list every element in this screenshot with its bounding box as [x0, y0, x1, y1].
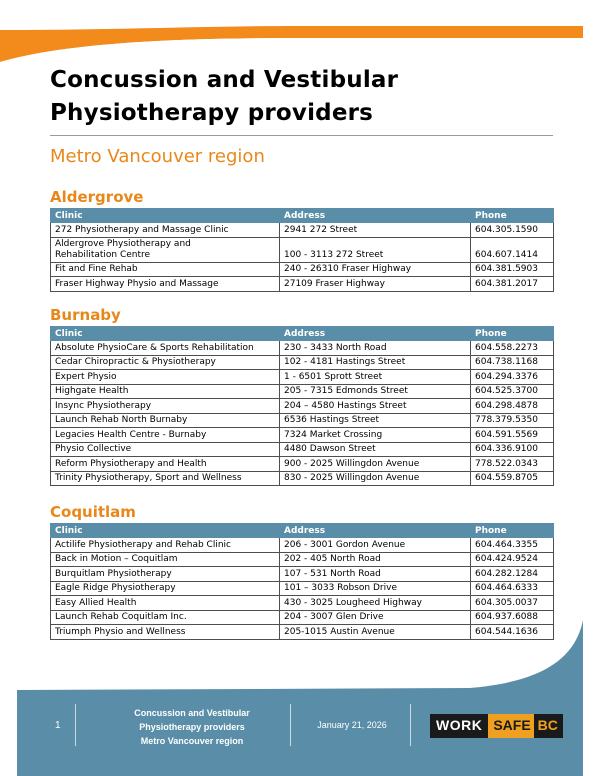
column-header-clinic: Clinic [51, 327, 280, 341]
cell-address: 430 - 3025 Lougheed Highway [280, 596, 471, 611]
table-row [51, 428, 554, 443]
table-row [51, 384, 554, 399]
table-row [51, 596, 554, 611]
cell-address: 27109 Fraser Highway [280, 277, 471, 292]
cell-clinic: Physio Collective [51, 442, 280, 457]
section-heading: Burnaby [50, 306, 121, 324]
cell-clinic: Fraser Highway Physio and Massage [51, 277, 280, 292]
cell-clinic: Insync Physiotherapy [51, 399, 280, 414]
cell-phone: 604.558.2273 [471, 341, 554, 356]
providers-table [50, 208, 554, 292]
table-row [51, 237, 554, 262]
section-heading: Coquitlam [50, 503, 136, 521]
table-row [51, 399, 554, 414]
cell-clinic: Eagle Ridge Physiotherapy [51, 581, 280, 596]
cell-clinic: Back in Motion – Coquitlam [51, 552, 280, 567]
column-header-phone: Phone [471, 524, 554, 538]
cell-phone: 604.424.9524 [471, 552, 554, 567]
table-header-row [51, 524, 554, 538]
column-header-clinic: Clinic [51, 209, 280, 223]
cell-address: 230 - 3433 North Road [280, 341, 471, 356]
cell-address: 900 - 2025 Willingdon Avenue [280, 457, 471, 472]
title-divider [50, 135, 553, 136]
cell-clinic: Absolute PhysioCare & Sports Rehabilitation [51, 341, 280, 356]
cell-address: 204 - 3007 Glen Drive [280, 610, 471, 625]
table-row [51, 341, 554, 356]
section-aldergrove [50, 186, 553, 292]
cell-address: 205 - 7315 Edmonds Street [280, 384, 471, 399]
section-burnaby [50, 304, 553, 486]
cell-address: 4480 Dawson Street [280, 442, 471, 457]
table-row [51, 370, 554, 385]
column-header-address: Address [280, 327, 471, 341]
cell-clinic: Easy Allied Health [51, 596, 280, 611]
cell-clinic: Burquitlam Physiotherapy [51, 567, 280, 582]
cell-phone: 604.559.8705 [471, 471, 554, 486]
cell-address: 205-1015 Austin Avenue [280, 625, 471, 640]
cell-phone: 604.305.1590 [471, 223, 554, 238]
cell-clinic: Reform Physiotherapy and Health [51, 457, 280, 472]
cell-clinic: 272 Physiotherapy and Massage Clinic [51, 223, 280, 238]
table-row [51, 457, 554, 472]
cell-clinic: Expert Physio [51, 370, 280, 385]
cell-clinic: Launch Rehab North Burnaby [51, 413, 280, 428]
cell-phone: 604.381.2017 [471, 277, 554, 292]
cell-address: 202 - 405 North Road [280, 552, 471, 567]
footer-document-title: Concussion and Vestibular Physiotherapy providers Metro Vancouver region [134, 708, 250, 746]
column-header-address: Address [280, 209, 471, 223]
cell-phone: 778.379.5350 [471, 413, 554, 428]
cell-phone: 604.464.6333 [471, 581, 554, 596]
cell-address: 240 - 26310 Fraser Highway [280, 262, 471, 277]
page-subtitle: Metro Vancouver region [50, 146, 265, 167]
table-row [51, 277, 554, 292]
table-row [51, 223, 554, 238]
table-row [51, 442, 554, 457]
cell-address: 1 - 6501 Sprott Street [280, 370, 471, 385]
cell-clinic: Fit and Fine Rehab [51, 262, 280, 277]
cell-address: 204 – 4580 Hastings Street [280, 399, 471, 414]
page-footer [17, 690, 582, 760]
table-header-row [51, 209, 554, 223]
column-header-clinic: Clinic [51, 524, 280, 538]
cell-clinic: Legacies Health Centre - Burnaby [51, 428, 280, 443]
table-row [51, 355, 554, 370]
table-row [51, 538, 554, 553]
column-header-address: Address [280, 524, 471, 538]
cell-phone: 604.464.3355 [471, 538, 554, 553]
cell-address: 102 - 4181 Hastings Street [280, 355, 471, 370]
header-swoosh [0, 0, 600, 70]
footer-divider [410, 704, 411, 746]
cell-address: 100 - 3113 272 Street [280, 237, 471, 262]
page-number: 1 [55, 720, 61, 731]
cell-address: 101 – 3033 Robson Drive [280, 581, 471, 596]
cell-phone: 604.282.1284 [471, 567, 554, 582]
cell-phone: 604.738.1168 [471, 355, 554, 370]
table-row [51, 581, 554, 596]
cell-address: 107 - 531 North Road [280, 567, 471, 582]
cell-address: 7324 Market Crossing [280, 428, 471, 443]
cell-address: 830 - 2025 Willingdon Avenue [280, 471, 471, 486]
cell-address: 206 - 3001 Gordon Avenue [280, 538, 471, 553]
cell-clinic: Triumph Physio and Wellness [51, 625, 280, 640]
section-heading: Aldergrove [50, 188, 144, 206]
cell-phone: 604.294.3376 [471, 370, 554, 385]
cell-phone: 604.591.5569 [471, 428, 554, 443]
cell-phone: 604.305.0037 [471, 596, 554, 611]
cell-phone: 604.607.1414 [471, 237, 554, 262]
cell-phone: 604.937.6088 [471, 610, 554, 625]
section-coquitlam [50, 501, 553, 640]
cell-clinic: Trinity Physiotherapy, Sport and Wellness [51, 471, 280, 486]
cell-phone: 604.336.9100 [471, 442, 554, 457]
cell-clinic: Cedar Chiropractic & Physiotherapy [51, 355, 280, 370]
footer-divider [290, 704, 291, 746]
table-row [51, 552, 554, 567]
cell-phone: 604.298.4878 [471, 399, 554, 414]
table-row [51, 567, 554, 582]
page-title: Concussion and Vestibular Physiotherapy providers [50, 67, 399, 126]
cell-phone: 604.544.1636 [471, 625, 554, 640]
cell-clinic: Aldergrove Physiotherapy and Rehabilitation Centre [51, 237, 280, 262]
footer-date: January 21, 2026 [317, 720, 387, 730]
cell-phone: 604.525.3700 [471, 384, 554, 399]
cell-clinic: Highgate Health [51, 384, 280, 399]
cell-phone: 604.381.5903 [471, 262, 554, 277]
cell-clinic: Actilife Physiotherapy and Rehab Clinic [51, 538, 280, 553]
cell-address: 6536 Hastings Street [280, 413, 471, 428]
cell-address: 2941 272 Street [280, 223, 471, 238]
column-header-phone: Phone [471, 209, 554, 223]
worksafebc-logo: WORK SAFE BC [430, 714, 563, 738]
table-header-row [51, 327, 554, 341]
cell-clinic: Launch Rehab Coquitlam Inc. [51, 610, 280, 625]
table-row [51, 413, 554, 428]
providers-table [50, 326, 554, 486]
table-row [51, 262, 554, 277]
column-header-phone: Phone [471, 327, 554, 341]
footer-divider [75, 704, 76, 746]
table-row [51, 471, 554, 486]
cell-phone: 778.522.0343 [471, 457, 554, 472]
